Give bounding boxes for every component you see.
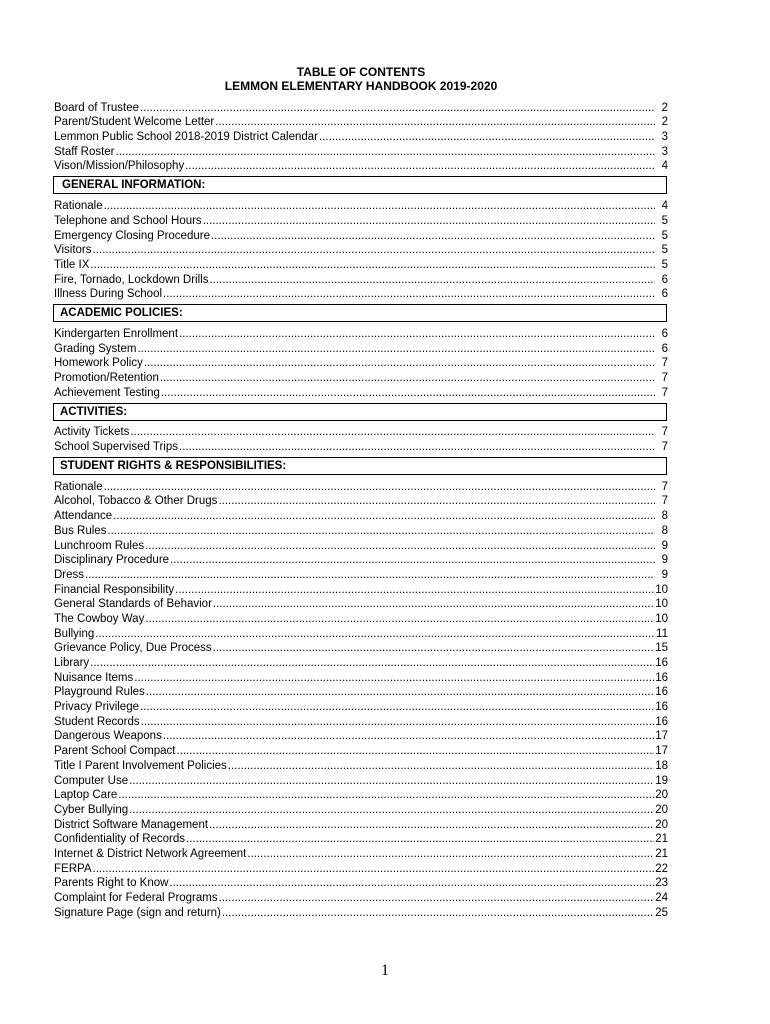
toc-entry	[54, 115, 668, 130]
dot-leader	[203, 214, 655, 228]
dot-leader	[90, 656, 654, 670]
toc-entry-page: 6	[661, 342, 668, 355]
dot-leader	[140, 101, 655, 115]
toc-entry-label: Lemmon Public School 2018-2019 District Calendar	[54, 131, 319, 144]
toc-entry	[54, 714, 668, 729]
toc-section	[54, 176, 668, 301]
toc-entry-label: Disciplinary Procedure	[54, 554, 170, 567]
dot-leader	[145, 612, 654, 626]
dot-leader	[213, 597, 654, 611]
toc-entry-label: Illness During School	[54, 288, 163, 301]
toc-entry	[54, 385, 668, 400]
dot-leader	[175, 583, 654, 597]
toc-entry	[54, 553, 668, 568]
dot-leader	[85, 568, 655, 582]
dot-leader	[93, 243, 656, 257]
section-entries	[54, 425, 668, 454]
toc-entry-page: 10	[655, 598, 668, 611]
section-heading	[53, 304, 667, 322]
toc-entry-label: Kindergarten Enrollment	[54, 327, 179, 340]
dot-leader	[145, 539, 655, 553]
toc-entry-label: Rationale	[54, 200, 103, 213]
toc-entry-label: The Cowboy Way	[54, 612, 145, 625]
toc-entry-page: 19	[655, 774, 668, 787]
toc-entry-label: Homework Policy	[54, 357, 143, 370]
toc-entry-label: Financial Responsibility	[54, 583, 175, 596]
dot-leader	[130, 425, 655, 439]
toc-entry	[54, 788, 668, 803]
toc-entry-label: Parent/Student Welcome Letter	[54, 116, 215, 129]
toc-entry-page: 7	[661, 495, 668, 508]
toc-entry-page: 10	[655, 612, 668, 625]
toc-entry-page: 16	[655, 671, 668, 684]
toc-entry	[54, 425, 668, 440]
dot-leader	[95, 627, 655, 641]
toc-entry-page: 5	[661, 229, 668, 242]
toc-entry	[54, 494, 668, 509]
section-heading	[53, 403, 667, 421]
toc-title: TABLE OF CONTENTS	[296, 65, 426, 79]
toc-entry-label: Achievement Testing	[54, 386, 160, 399]
toc-entry-label: District Software Management	[54, 818, 209, 831]
toc-entry-page: 7	[661, 357, 668, 370]
toc-entry	[54, 876, 668, 891]
toc-entry	[54, 228, 668, 243]
toc-entry-label: Dress	[54, 568, 85, 581]
toc-entry-page: 6	[661, 327, 668, 340]
toc-entry-page: 21	[655, 847, 668, 860]
dot-leader	[160, 371, 655, 385]
dot-leader	[163, 729, 654, 743]
toc-entry	[54, 611, 668, 626]
dot-leader	[213, 641, 655, 655]
toc-entry-page: 5	[661, 214, 668, 227]
footer-page-number: 1	[381, 962, 389, 979]
toc-entry-page: 11	[656, 627, 668, 640]
toc-entry-label: Nuisance Items	[54, 671, 134, 684]
toc-entry	[54, 773, 668, 788]
toc-entry-page: 24	[655, 892, 668, 904]
toc-entry	[54, 213, 668, 228]
toc-entry-page: 16	[655, 686, 668, 699]
toc-entry-label: Complaint for Federal Programs	[54, 892, 218, 904]
dot-leader	[209, 273, 655, 287]
section-list	[54, 176, 668, 919]
toc-entry-page: 3	[661, 131, 668, 144]
toc-entry	[54, 479, 668, 494]
dot-leader	[319, 130, 655, 144]
toc-entry	[54, 326, 668, 341]
dot-leader	[90, 258, 655, 272]
toc-entry-label: Board of Trustee	[54, 101, 140, 114]
toc-entry-label: School Supervised Trips	[54, 441, 179, 454]
dot-leader	[176, 744, 654, 758]
dot-leader	[129, 803, 654, 817]
dot-leader	[146, 685, 654, 699]
dot-leader	[144, 356, 655, 370]
dot-leader	[93, 862, 655, 876]
dot-leader	[163, 287, 655, 301]
toc-entry-label: Telephone and School Hours	[54, 214, 202, 227]
toc-entry	[54, 597, 668, 612]
toc-entry-page: 2	[661, 101, 668, 114]
toc-entry	[54, 287, 668, 302]
toc-entry-page: 3	[661, 145, 668, 158]
toc-entry	[54, 670, 668, 685]
dot-leader	[222, 906, 654, 920]
toc-entry	[54, 626, 668, 641]
toc-section	[54, 403, 668, 454]
toc-entry-page: 17	[655, 745, 668, 758]
toc-entry-page: 21	[655, 833, 668, 846]
section-heading-label: GENERAL INFORMATION:	[62, 179, 206, 192]
toc-entry	[54, 257, 668, 272]
toc-entry-label: Laptop Care	[54, 789, 118, 802]
toc-entry-label: Parent School Compact	[54, 745, 176, 758]
dot-leader	[186, 832, 654, 846]
toc-entry	[54, 341, 668, 356]
toc-entry-label: Title IX	[54, 258, 90, 271]
toc-entry-page: 5	[661, 244, 668, 257]
toc-entry	[54, 144, 668, 159]
toc-entry	[54, 159, 668, 174]
toc-entry-label: Lunchroom Rules	[54, 539, 145, 552]
dot-leader	[137, 342, 655, 356]
toc-entry	[54, 685, 668, 700]
toc-entry-page: 16	[655, 701, 668, 714]
toc-entry	[54, 758, 668, 773]
dot-leader	[116, 145, 655, 159]
toc-entry	[54, 802, 668, 817]
toc-entry-label: Grievance Policy, Due Process	[54, 642, 212, 655]
toc-entry	[54, 198, 668, 213]
dot-leader	[129, 774, 654, 788]
table-of-contents	[54, 100, 668, 920]
section-heading-label: ACTIVITIES:	[60, 405, 128, 418]
dot-leader	[179, 327, 655, 341]
toc-entry-label: Student Records	[54, 715, 140, 728]
toc-entry-label: Bus Rules	[54, 524, 107, 537]
dot-leader	[185, 159, 655, 173]
toc-entry-label: Attendance	[54, 510, 113, 523]
dot-leader	[161, 386, 655, 400]
dot-leader	[247, 847, 654, 861]
dot-leader	[211, 229, 655, 243]
toc-entry	[54, 243, 668, 258]
toc-entry	[54, 861, 668, 876]
toc-entry-page: 25	[655, 906, 668, 919]
dot-leader	[218, 494, 655, 508]
toc-entry-page: 7	[661, 386, 668, 399]
toc-entry	[54, 641, 668, 656]
toc-entry-label: FERPA	[54, 862, 92, 875]
toc-section	[54, 457, 668, 920]
toc-entry-label: Staff Roster	[54, 145, 115, 158]
toc-entry-page: 6	[661, 288, 668, 301]
toc-entry-page: 8	[661, 524, 668, 537]
toc-entry-label: Dangerous Weapons	[54, 730, 162, 743]
toc-entry-page: 15	[655, 642, 668, 655]
toc-entry-page: 9	[661, 554, 668, 567]
section-heading	[53, 176, 667, 194]
toc-entry-label: Alcohol, Tobacco & Other Drugs	[54, 495, 218, 508]
toc-entry-label: Confidentiality of Records	[54, 833, 186, 846]
toc-entry-page: 8	[661, 510, 668, 523]
toc-entry-label: Signature Page (sign and return)	[54, 906, 221, 919]
toc-entry-page: 9	[661, 539, 668, 552]
toc-entry	[54, 370, 668, 385]
toc-entry-label: Cyber Bullying	[54, 803, 129, 816]
toc-entry	[54, 699, 668, 714]
dot-leader	[107, 524, 655, 538]
toc-entry-page: 4	[661, 200, 668, 213]
toc-entry	[54, 508, 668, 523]
toc-entry	[54, 129, 668, 144]
toc-entry-label: Internet & District Network Agreement	[54, 847, 247, 860]
toc-entry	[54, 439, 668, 454]
dot-leader	[104, 199, 655, 213]
toc-entry-label: Promotion/Retention	[54, 372, 159, 384]
toc-entry	[54, 582, 668, 597]
toc-entry-label: General Standards of Behavior	[54, 598, 212, 611]
toc-entry	[54, 523, 668, 538]
toc-entry-page: 7	[661, 426, 668, 439]
dot-leader	[118, 788, 654, 802]
toc-entry-page: 9	[661, 568, 668, 581]
title-block	[0, 65, 722, 93]
toc-entry-page: 7	[661, 480, 668, 493]
toc-entry-label: Bullying	[54, 627, 95, 640]
toc-entry-label: Title I Parent Involvement Policies	[54, 759, 227, 772]
toc-entry	[54, 567, 668, 582]
toc-entry-page: 20	[655, 803, 668, 816]
section-entries	[54, 326, 668, 399]
dot-leader	[228, 759, 654, 773]
toc-entry-label: Emergency Closing Procedure	[54, 229, 210, 242]
toc-entry	[54, 655, 668, 670]
toc-entry-label: Privacy Privilege	[54, 701, 139, 714]
toc-entry-label: Rationale	[54, 480, 103, 493]
dot-leader	[219, 891, 655, 905]
section-entries	[54, 479, 668, 920]
toc-entry-label: Vison/Mission/Philosophy	[54, 160, 185, 173]
section-entries	[54, 198, 668, 301]
toc-entry-page: 22	[655, 862, 668, 875]
toc-section	[54, 304, 668, 399]
dot-leader	[140, 700, 654, 714]
toc-entry-label: Playground Rules	[54, 686, 145, 699]
toc-entry-page: 23	[655, 877, 668, 890]
toc-entry-page: 4	[661, 160, 668, 173]
toc-entry	[54, 846, 668, 861]
toc-entry	[54, 832, 668, 847]
toc-entry-label: Activity Tickets	[54, 426, 130, 439]
dot-leader	[113, 509, 655, 523]
toc-entry-label: Visitors	[54, 244, 92, 257]
toc-entry-label: Library	[54, 657, 90, 669]
handbook-title: LEMMON ELEMENTARY HANDBOOK 2019-2020	[224, 79, 498, 93]
toc-entry	[54, 100, 668, 115]
section-heading-label: STUDENT RIGHTS & RESPONSIBILITIES:	[60, 460, 287, 473]
dot-leader	[170, 553, 655, 567]
toc-entry-page: 16	[655, 715, 668, 728]
toc-entry-page: 17	[655, 730, 668, 743]
toc-entry	[54, 272, 668, 287]
toc-entry-page: 7	[661, 372, 668, 384]
dot-leader	[104, 480, 655, 494]
dot-leader	[141, 715, 655, 729]
toc-entry-label: Grading System	[54, 342, 137, 355]
toc-entry	[54, 817, 668, 832]
toc-entry-page: 5	[661, 258, 668, 271]
section-heading	[53, 457, 667, 475]
toc-entry-label: Computer Use	[54, 774, 129, 787]
dot-leader	[134, 671, 654, 685]
toc-entry-page: 7	[661, 441, 668, 454]
dot-leader	[209, 818, 654, 832]
dot-leader	[215, 115, 655, 129]
dot-leader	[169, 876, 654, 890]
toc-entry-page: 20	[655, 818, 668, 831]
toc-entry	[54, 905, 668, 920]
toc-entry	[54, 743, 668, 758]
toc-entry-page: 18	[655, 759, 668, 772]
toc-entry-page: 16	[655, 657, 668, 669]
intro-list	[54, 100, 668, 173]
dot-leader	[179, 440, 655, 454]
toc-entry	[54, 729, 668, 744]
toc-entry-page: 20	[655, 789, 668, 802]
section-heading-label: ACADEMIC POLICIES:	[60, 307, 183, 320]
toc-entry-page: 2	[661, 116, 668, 129]
toc-entry-page: 6	[661, 273, 668, 286]
toc-entry	[54, 538, 668, 553]
toc-entry	[54, 356, 668, 371]
toc-entry-label: Fire, Tornado, Lockdown Drills	[54, 273, 209, 286]
toc-entry-page: 10	[655, 583, 668, 596]
toc-entry-label: Parents Right to Know	[54, 877, 169, 890]
toc-entry	[54, 890, 668, 905]
